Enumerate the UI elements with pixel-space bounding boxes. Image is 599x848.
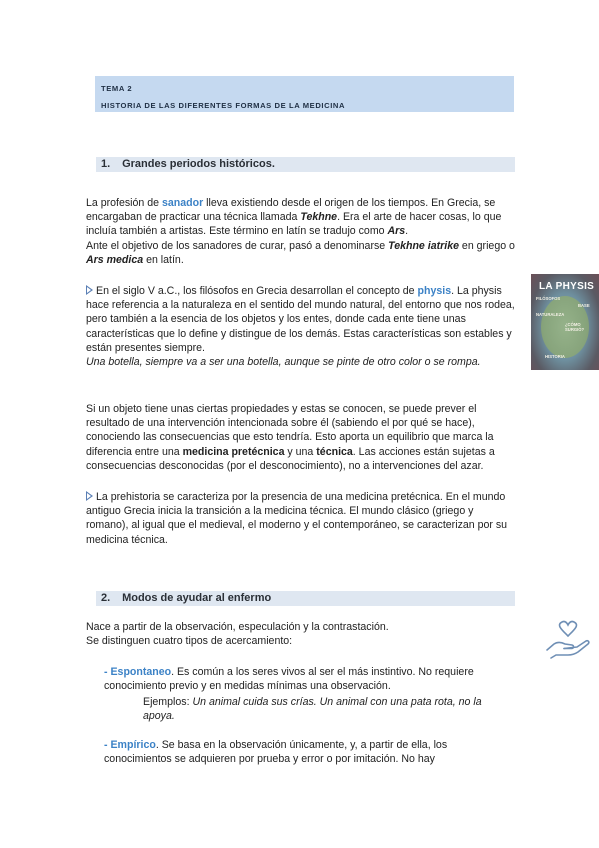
- illustration-title: LA PHYSIS: [539, 281, 595, 292]
- section-number: 1.: [101, 158, 111, 170]
- keyword-medicina-pretecnica: medicina pretécnica: [182, 445, 285, 458]
- section-heading-1: [96, 157, 515, 172]
- keyword-physis: physis: [417, 285, 452, 297]
- keyword-tekhne-iatrike: Tekhne iatrike: [388, 239, 459, 252]
- keyword-tecnica: técnica: [316, 445, 353, 458]
- paragraph-sanador: [86, 196, 516, 267]
- section-title: Grandes periodos históricos.: [122, 158, 275, 170]
- heart-hand-icon: [544, 620, 592, 660]
- tema-title: HISTORIA DE LAS DIFERENTES FORMAS DE LA MEDICINA: [101, 101, 346, 110]
- paragraph-text: La profesión de sanador lleva existiendo desde el origen de los tiempos. En Grecia, se encargaban de practicar una técnica llamada Tekhne. Era el arte de hacer cosas, lo que incluía también a artistas. Este término en latín se tradujo como Ars.: [86, 197, 502, 238]
- triangle-arrow-icon: [86, 491, 93, 501]
- list-item-example: Ejemplos: Un animal cuida sus crías. Un animal con una pata rota, no la apoya.: [143, 696, 482, 723]
- keyword-ars: Ars: [387, 225, 406, 238]
- section-title: Modos de ayudar al enfermo: [122, 592, 272, 604]
- paragraph-prevision: Si un objeto tiene unas ciertas propiedades y estas se conocen, se puede prever el resultado de una intervención intencionada sobre él (sabiendo el por qué se hace), conociendo las consecuencias que esto tendría. Esto aporta un equilibrio que marca la diferencia entre una medicina pretécnica y una técnica. Las acciones están sujetas a consecuencias desconocidas (por el desconocimiento), no a intervenciones del azar.: [86, 403, 495, 472]
- keyword-empirico: Empírico: [110, 739, 156, 751]
- section-number: 2.: [101, 592, 111, 604]
- tema-label: TEMA 2: [101, 84, 133, 93]
- physis-illustration: LA PHYSIS FILÓSOFOS BASE NATURALEZA ¿CÓMO SURGIÓ? HISTORIA: [531, 274, 599, 370]
- document-title-block: [95, 76, 514, 112]
- triangle-arrow-icon: [86, 285, 93, 295]
- paragraph-physis: En el siglo V a.C., los filósofos en Grecia desarrollan el concepto de physis. La physis hace referencia a la naturaleza en el sentido del mundo natural, del entorno que nos rodea, pero también a la esencia de los objetos y los entes, donde cada ente tiene unas características que lo define y distingue de los demás. Estas características son estables y están presentes siempre. Una botella, siempre va a ser una botella, aunque se pinte de otro color o se rompa.: [86, 284, 518, 369]
- paragraph-text: Ante el objetivo de los sanadores de curar, pasó a denominarse Tekhne iatrike en griego o Ars medica en latín.: [86, 239, 515, 266]
- keyword-espontaneo: Espontaneo: [110, 666, 172, 678]
- paragraph-prehistoria: La prehistoria se caracteriza por la presencia de una medicina pretécnica. En el mundo antiguo Grecia inicia la transición a la medicina técnica. El mundo clásico (griego y romano), al igual que el medieval, el moderno y el contemporáneo, se caracterizan por su medicina técnica.: [86, 491, 508, 546]
- keyword-tekhne: Tekhne: [300, 211, 338, 224]
- physis-example: Una botella, siempre va a ser una botella, aunque se pinte de otro color o se rompa.: [86, 356, 481, 369]
- keyword-sanador: sanador: [161, 197, 204, 209]
- keyword-ars-medica: Ars medica: [86, 253, 144, 266]
- section-heading-2: [96, 591, 515, 606]
- list-item: - Empírico. Se basa en la observación únicamente, y, a partir de ella, los conocimientos se adquieren por prueba y error o por imitación. No hay: [104, 739, 448, 766]
- list-item: - Espontaneo. Es común a los seres vivos al ser el más instintivo. No requiere conocimiento previo y en medidas mínimas una observación.: [104, 666, 474, 693]
- paragraph-modos: Nace a partir de la observación, especulación y la contrastación. Se distinguen cuatro tipos de acercamiento:: [86, 621, 389, 648]
